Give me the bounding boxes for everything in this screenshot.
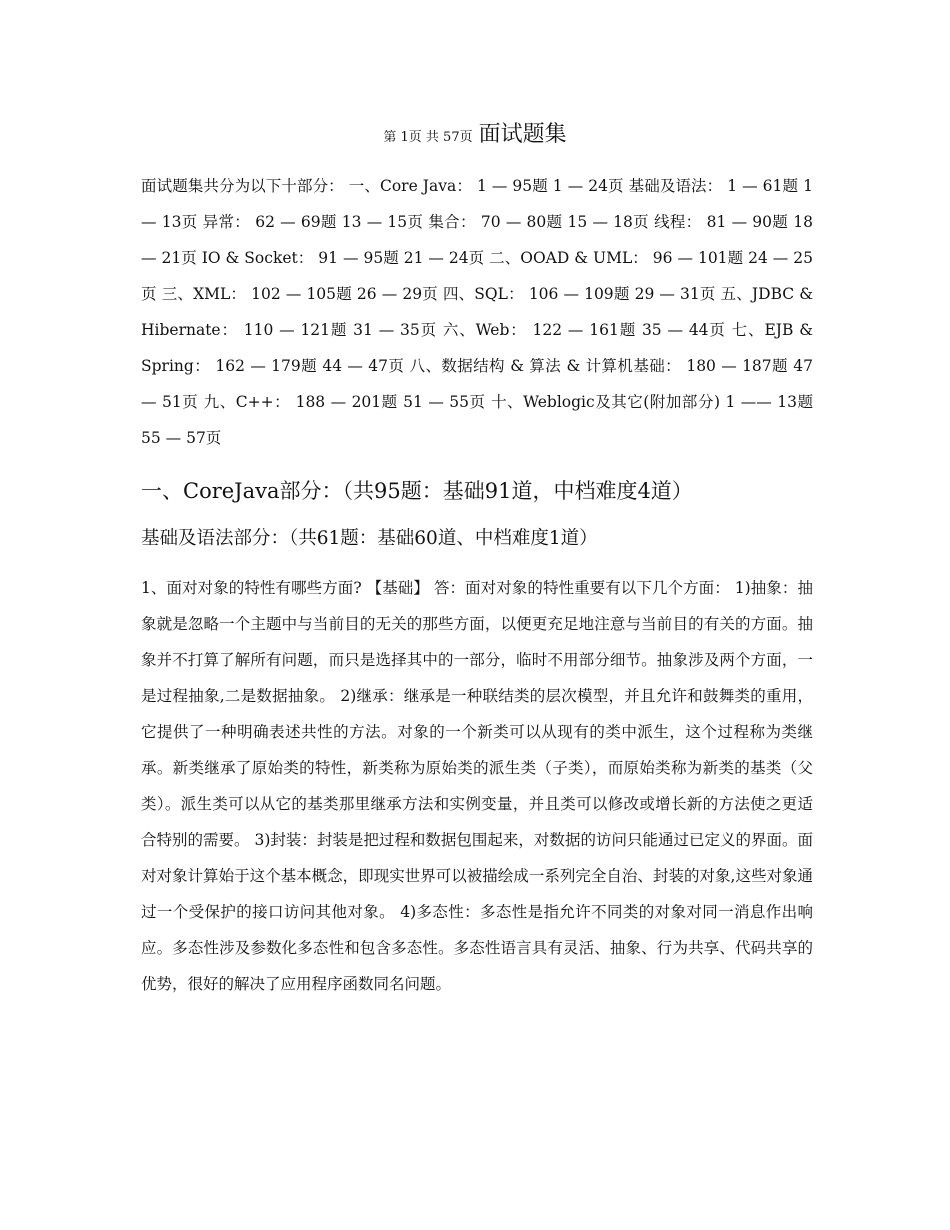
intro-paragraph: 面试题集共分为以下十部分： 一、Core Java： 1 — 95题 1 — 24页 基础及语法： 1 — 61题 1 — 13页 异常： 62 — 69题 13 — 15页 集合： 70 — 80题 15 — 18页 线程： 81 — 90题 18 — 21页 IO & Socket： 91 — 95题 21 — 24页 二、OOAD & UML： 96 — 101题 24 — 25页 三、XML： 102 — 105题 26 — 29页 四、SQL： 106 — 109题 29 — 31页 五、JDBC & Hibernate： 110 — 121题 31 — 35页 六、Web： 122 — 161题 35 — 44页 七、EJB & Spring： 162 — 179题 44 — 47页 八、数据结构 & 算法 & 计算机基础： 180 — 187题 47 — 51页 九、C++： 188 — 201题 51 — 55页 十、Weblogic及其它(附加部分) 1 —— 13题 55 — 57页 bbox=[141, 177, 813, 447]
section-heading: 一、CoreJava部分：（共95题：基础91道，中档难度4道） bbox=[141, 479, 693, 503]
document-body bbox=[141, 168, 813, 1002]
document-title: 面试题集 bbox=[478, 122, 567, 147]
page-info: 第 1页 共 57页 bbox=[383, 130, 473, 145]
page-header bbox=[0, 118, 950, 155]
question-answer-paragraph: 1、面对对象的特性有哪些方面? 【基础】 答：面对对象的特性重要有以下几个方面： 1)抽象：抽象就是忽略一个主题中与当前目的无关的那些方面，以便更充足地注意与当前目的有关的方面。抽象并不打算了解所有问题，而只是选择其中的一部分，临时不用部分细节。抽象涉及两个方面，一是过程抽象,二是数据抽象。 2)继承：继承是一种联结类的层次模型，并且允许和鼓舞类的重用，它提供了一种明确表述共性的方法。对象的一个新类可以从现有的类中派生，这个过程称为类继承。新类继承了原始类的特性，新类称为原始类的派生类（子类），而原始类称为新类的基类（父类）。派生类可以从它的基类那里继承方法和实例变量，并且类可以修改或增长新的方法使之更适合特别的需要。 3)封装：封装是把过程和数据包围起来，对数据的访问只能通过已定义的界面。面对对象计算始于这个基本概念，即现实世界可以被描绘成一系列完全自治、封装的对象,这些对象通过一个受保护的接口访问其他对象。 4)多态性：多态性是指允许不同类的对象对同一消息作出响应。多态性涉及参数化多态性和包含多态性。多态性语言具有灵活、抽象、行为共享、代码共享的优势，很好的解决了应用程序函数同名问题。 bbox=[141, 579, 813, 993]
subsection-heading: 基础及语法部分：（共61题：基础60道、中档难度1道） bbox=[141, 528, 598, 549]
